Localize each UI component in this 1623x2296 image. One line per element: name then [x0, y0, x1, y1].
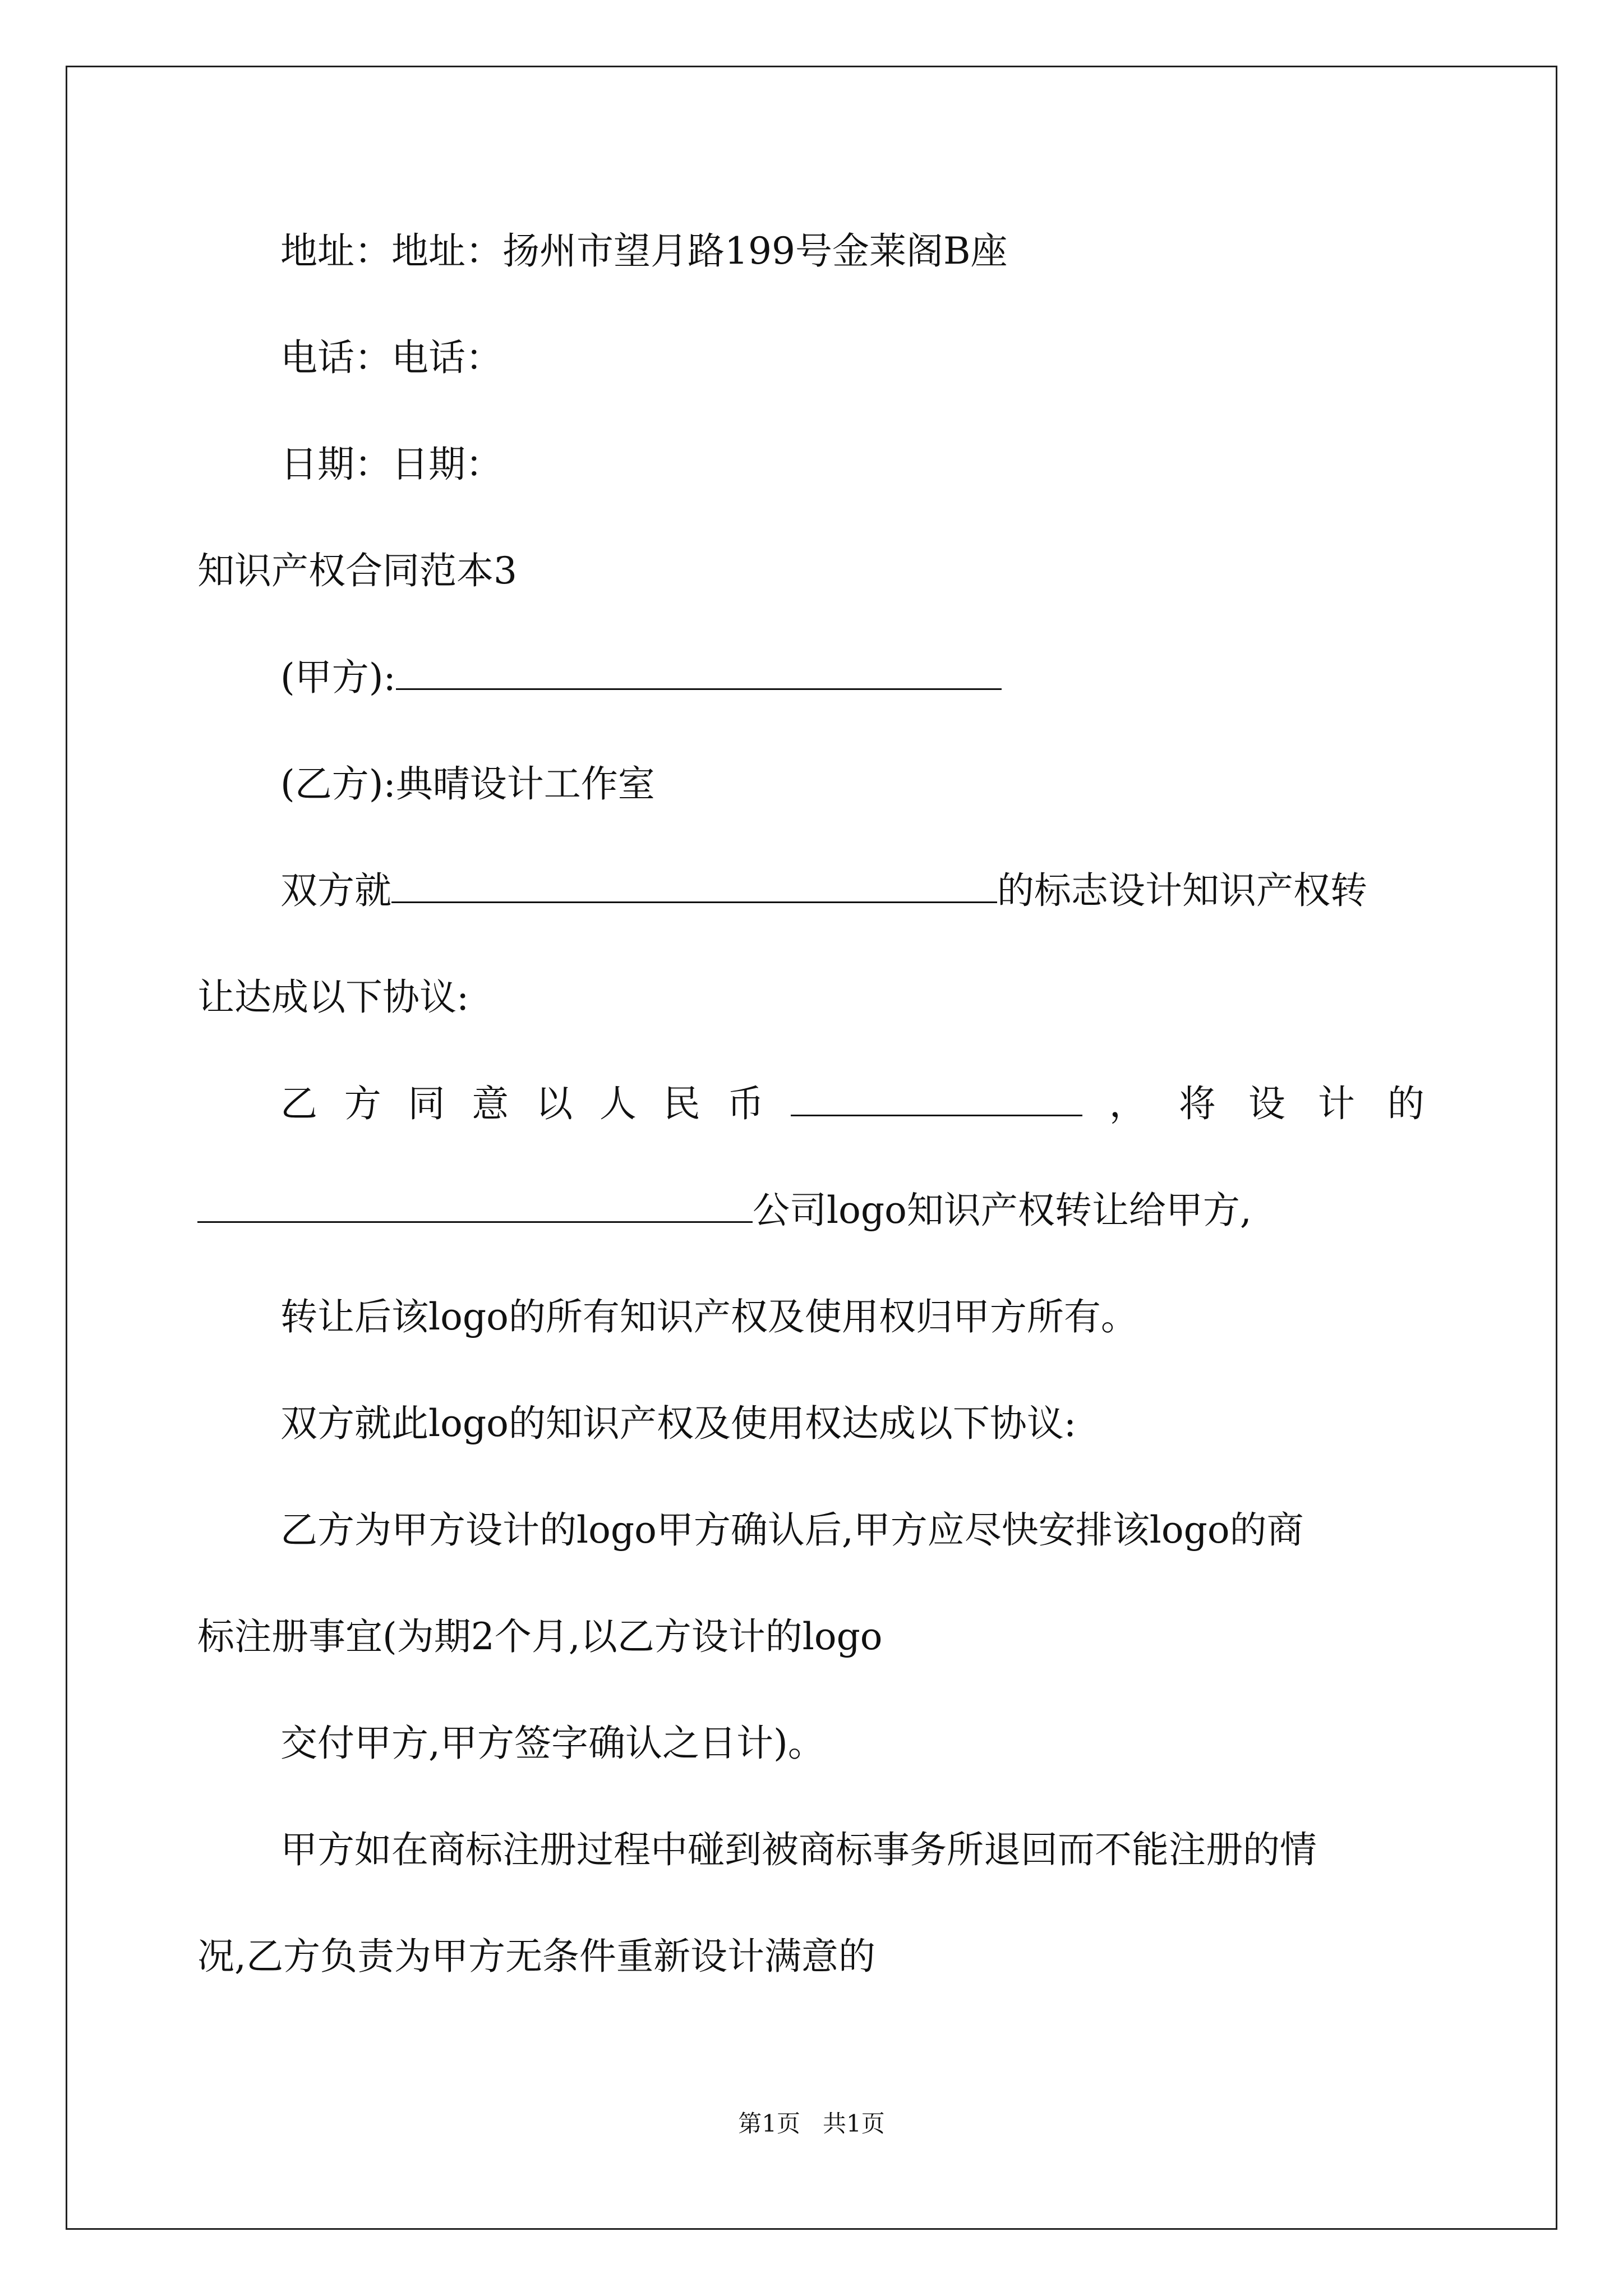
clause1-line-c: 交付甲方,甲方签字确认之日计)。: [280, 1722, 825, 1765]
company-logo-line: [197, 1185, 1252, 1236]
party-a-label: (甲方):: [280, 656, 396, 699]
agree-char: 同: [408, 1082, 445, 1125]
date-line: 日期：日期：: [280, 443, 502, 486]
agree-char: 乙: [280, 1082, 317, 1125]
amount-blank: [791, 1085, 1082, 1116]
both-parties-end: 的标志设计知识产权转: [997, 869, 1367, 912]
both-parties-start: 双方就: [280, 869, 391, 912]
page-border: [66, 66, 1557, 2230]
both-parties-line: [280, 866, 1367, 916]
transfer-line: 转让后该logo的所有知识产权及使用权归甲方所有。: [280, 1295, 1138, 1338]
agree-char: 方: [344, 1082, 381, 1125]
party-a-line: [280, 652, 1002, 703]
party-a-blank: [396, 659, 1002, 690]
company-blank: [197, 1192, 753, 1223]
company-logo-text: 公司logo知识产权转让给甲方,: [753, 1189, 1252, 1232]
both-parties-cont: 让达成以下协议:: [197, 976, 469, 1019]
design-subject-blank: [391, 872, 997, 903]
agree-char: 人: [599, 1082, 637, 1125]
page-footer: 第1页 共1页: [738, 2110, 885, 2137]
agree-char: 币: [727, 1082, 764, 1125]
party-b-line: (乙方):典晴设计工作室: [280, 762, 655, 806]
agree-line: [280, 1079, 1457, 1129]
clause1-line-a: 乙方为甲方设计的logo甲方确认后,甲方应尽快安排该logo的商: [280, 1508, 1304, 1552]
agree-tail: ，将设计的: [1109, 1082, 1457, 1125]
clause2-line-a: 甲方如在商标注册过程中碰到被商标事务所退回而不能注册的情: [280, 1828, 1317, 1871]
agree-char: 意: [472, 1082, 509, 1125]
phone-line: 电话：电话：: [280, 336, 502, 379]
address-line: 地址：地址：扬州市望月路199号金莱阁B座: [280, 229, 1008, 273]
agreement-line: 双方就此logo的知识产权及使用权达成以下协议:: [280, 1402, 1077, 1445]
agree-char: 民: [663, 1082, 700, 1125]
contract-title: 知识产权合同范本3: [197, 549, 517, 592]
agree-char: 以: [536, 1082, 573, 1125]
clause2-line-b: 况,乙方负责为甲方无条件重新设计满意的: [197, 1935, 875, 1978]
clause1-line-b: 标注册事宜(为期2个月,以乙方设计的logo: [197, 1615, 883, 1658]
